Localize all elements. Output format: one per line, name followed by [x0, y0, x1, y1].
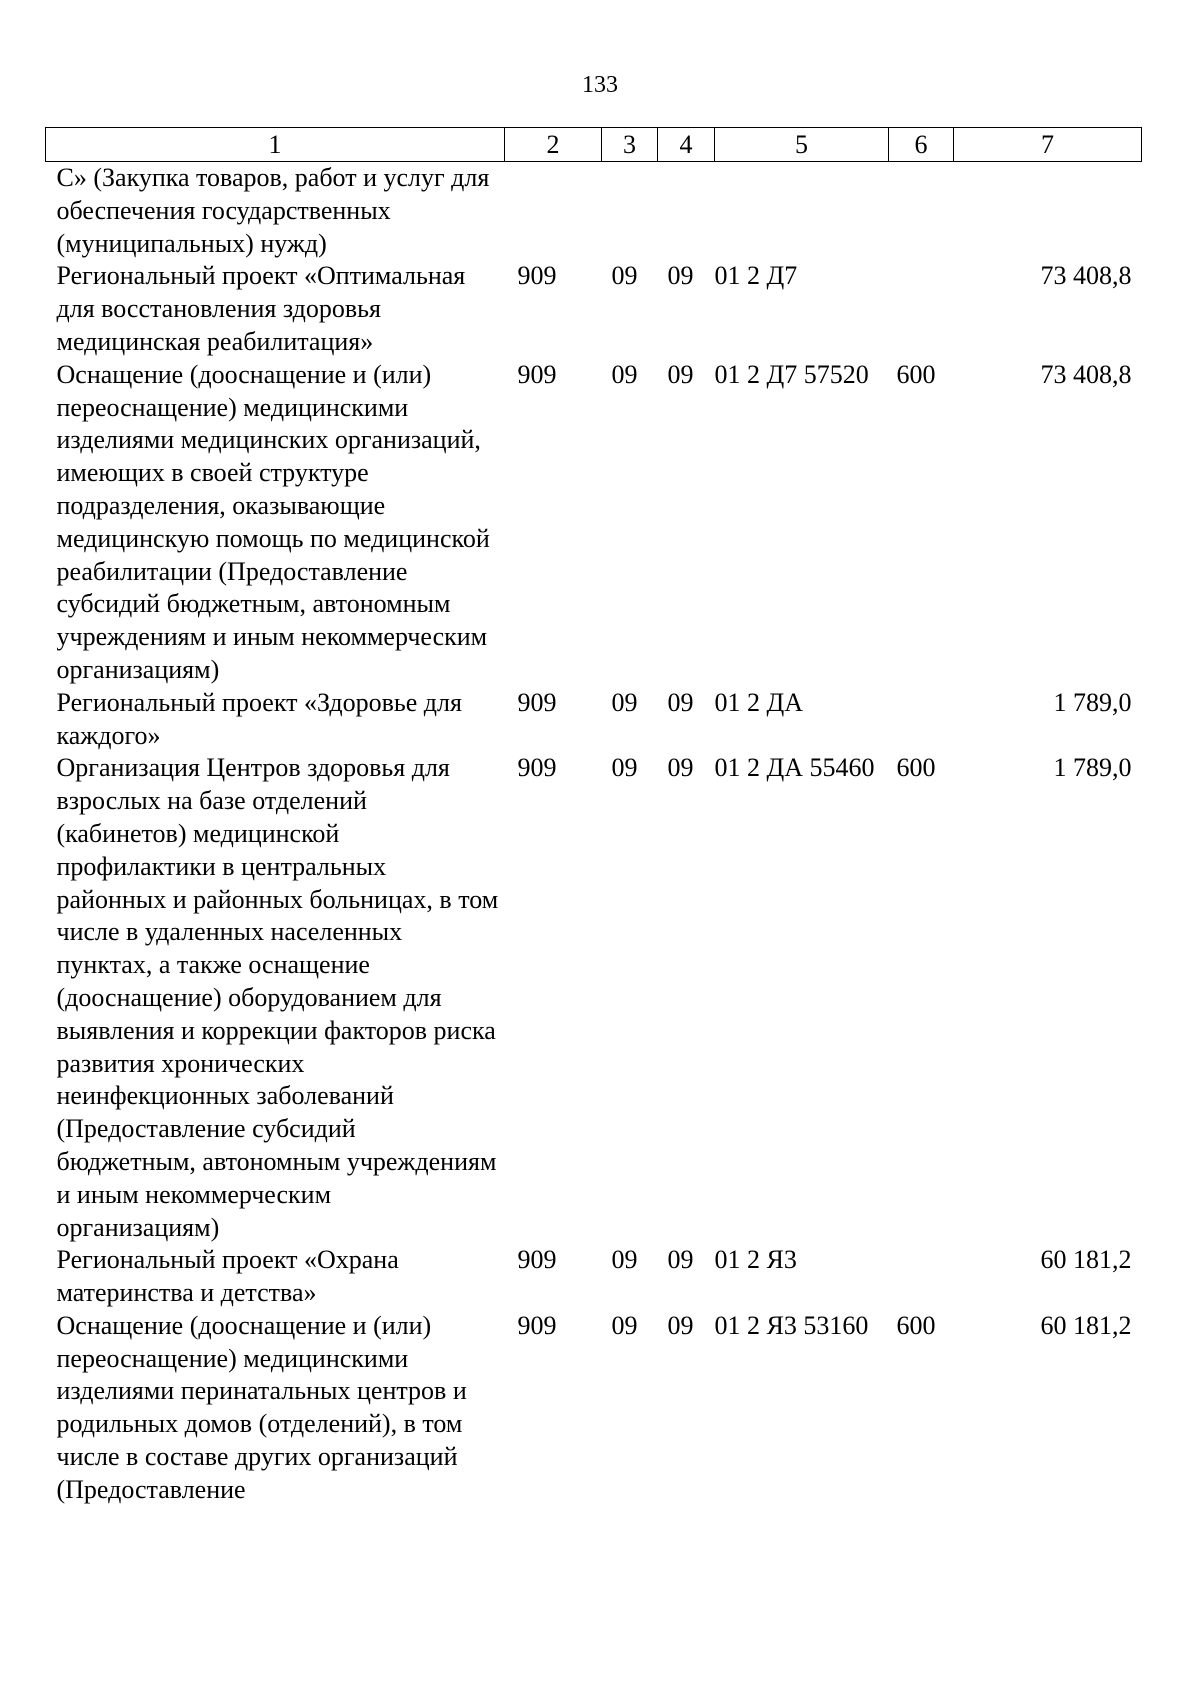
row-rz: 09: [611, 1245, 638, 1275]
header-col-2: 2: [505, 128, 602, 162]
row-grbs: 909: [517, 359, 557, 389]
row-pr: 09: [667, 1245, 694, 1275]
row-csr: 01 2 ДА 55460: [714, 753, 875, 783]
table-row: [46, 1244, 1142, 1310]
row-rz: 09: [611, 753, 638, 783]
row-grbs: 909: [517, 1245, 557, 1275]
table-row: [46, 1310, 1142, 1507]
row-vr: [889, 687, 954, 753]
row-rz: 09: [611, 1310, 638, 1340]
row-name: Региональный проект «Здоровье для каждого»: [56, 687, 462, 750]
header-col-1: 1: [46, 128, 505, 162]
row-vr: 600: [896, 359, 936, 389]
row-rz: 09: [611, 359, 638, 389]
row-csr: 01 2 Я3 53160: [714, 1310, 869, 1340]
row-vr: [889, 162, 954, 261]
row-name: Организация Центров здоровья для взрослых на базе отделений (кабинетов) медицинской профилактики в центральных районных и районных больницах, в том числе в удаленных населенных пунктах, а также оснащение (дооснащение) оборудованием для выявления и коррекции факторов риска развития хронических неинфекционных заболеваний (Предоставление субсидий бюджетным, автономным учреждениям и иным некоммерческим организациям): [56, 753, 499, 1242]
row-sum: 60 181,2: [1040, 1245, 1132, 1275]
row-name: Региональный проект «Охрана материнства и детства»: [56, 1245, 399, 1308]
row-vr: 600: [896, 753, 936, 783]
row-csr: 01 2 Д7 57520: [714, 359, 869, 389]
row-sum: 60 181,2: [1040, 1310, 1132, 1340]
row-sum: 1 789,0: [1053, 687, 1132, 717]
row-name: С» (Закупка товаров, работ и услуг для обеспечения государственных (муниципальных) нужд): [56, 163, 490, 258]
row-pr: 09: [667, 261, 694, 291]
row-pr: 09: [667, 1310, 694, 1340]
row-pr: 09: [667, 753, 694, 783]
row-name: Региональный проект «Оптимальная для восстановления здоровья медицинская реабилитация»: [56, 261, 466, 356]
row-rz: 09: [611, 261, 638, 291]
header-row: [46, 128, 1142, 162]
row-vr: 600: [896, 1310, 936, 1340]
row-rz: 09: [611, 687, 638, 717]
row-csr: [715, 162, 889, 261]
row-vr: [889, 1244, 954, 1310]
table-header: [46, 128, 1142, 162]
table-row: [46, 752, 1142, 1244]
row-pr: 09: [667, 687, 694, 717]
row-sum: 73 408,8: [1040, 359, 1132, 389]
row-pr: [658, 162, 715, 261]
budget-table: [45, 127, 1142, 1507]
row-csr: 01 2 ДА: [714, 687, 804, 717]
row-pr: 09: [667, 359, 694, 389]
header-col-5: 5: [715, 128, 889, 162]
row-grbs: [505, 162, 602, 261]
row-grbs: 909: [517, 261, 557, 291]
row-csr: 01 2 Я3: [714, 1245, 797, 1275]
row-grbs: 909: [517, 1310, 557, 1340]
table-row: [46, 260, 1142, 358]
table-row: [46, 359, 1142, 687]
row-grbs: 909: [517, 753, 557, 783]
row-name: Оснащение (дооснащение и (или) переоснащение) медицинскими изделиями перинатальных центров и родильных домов (отделений), в том числе в составе других организаций (Предоставление: [56, 1310, 467, 1504]
header-col-3: 3: [602, 128, 658, 162]
header-col-7: 7: [954, 128, 1142, 162]
table-row: [46, 162, 1142, 261]
row-rz: [602, 162, 658, 261]
page-number: 133: [582, 72, 618, 98]
row-grbs: 909: [517, 687, 557, 717]
row-csr: 01 2 Д7: [714, 261, 798, 291]
header-col-4: 4: [658, 128, 715, 162]
row-vr: [889, 260, 954, 358]
row-name: Оснащение (дооснащение и (или) переоснащение) медицинскими изделиями медицинских организаций, имеющих в своей структуре подразделения, оказывающие медицинскую помощь по медицинской реабилитации (Предоставление субсидий бюджетным, автономным учреждениям и иным некоммерческим организациям): [56, 359, 490, 684]
row-sum: 73 408,8: [1040, 261, 1132, 291]
table-body: [46, 162, 1142, 1507]
row-sum: [954, 162, 1142, 261]
table-row: [46, 687, 1142, 753]
header-col-6: 6: [889, 128, 954, 162]
row-sum: 1 789,0: [1053, 753, 1132, 783]
